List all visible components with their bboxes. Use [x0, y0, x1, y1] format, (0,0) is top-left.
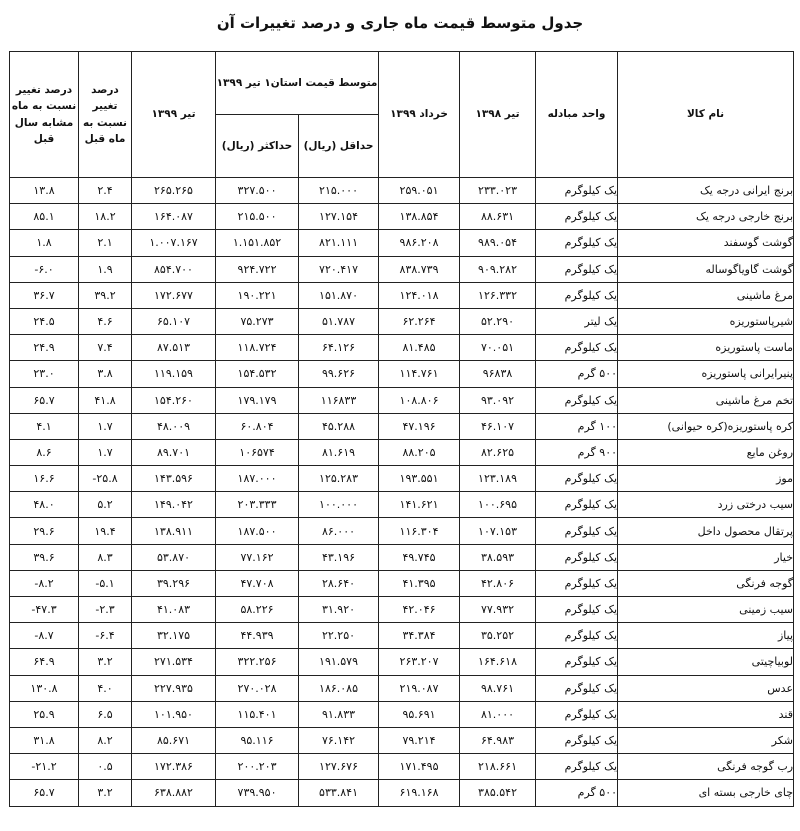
table-row — [10, 597, 794, 623]
cell-item-name: شکر — [618, 727, 794, 753]
cell-item-name: لوبیاچیتی — [618, 649, 794, 675]
cell-khordad99: ۱۴۱.۶۲۱ — [379, 492, 460, 518]
cell-pct-month: ۲۵.۸- — [79, 466, 132, 492]
cell-pct-year: ۴۷.۳- — [10, 597, 79, 623]
cell-tir98: ۹۳.۰۹۲ — [460, 387, 536, 413]
cell-tir99: ۸۷.۵۱۳ — [132, 335, 216, 361]
cell-tir98: ۳۸.۵۹۳ — [460, 544, 536, 570]
cell-unit: یک کیلوگرم — [536, 387, 618, 413]
cell-min: ۹۹.۶۲۶ — [299, 361, 379, 387]
cell-tir98: ۸۱.۰۰۰ — [460, 701, 536, 727]
cell-tir99: ۱۷۲.۶۷۷ — [132, 282, 216, 308]
cell-item-name: شیرپاستوریزه — [618, 308, 794, 334]
table-row — [10, 570, 794, 596]
cell-max: ۲۰۳.۳۳۳ — [216, 492, 299, 518]
cell-pct-year: ۲۳.۰ — [10, 361, 79, 387]
cell-unit: یک کیلوگرم — [536, 675, 618, 701]
cell-tir98: ۷۷.۹۳۲ — [460, 597, 536, 623]
cell-min: ۵۳۳.۸۴۱ — [299, 780, 379, 806]
cell-tir99: ۳۹.۲۹۶ — [132, 570, 216, 596]
table-row — [10, 649, 794, 675]
cell-max: ۲۷۰.۰۲۸ — [216, 675, 299, 701]
cell-tir98: ۹۸.۷۶۱ — [460, 675, 536, 701]
table-row — [10, 387, 794, 413]
cell-item-name: برنج ایرانی درجه یک — [618, 178, 794, 204]
cell-min: ۷۶.۱۴۲ — [299, 727, 379, 753]
cell-khordad99: ۱۷۱.۴۹۵ — [379, 754, 460, 780]
cell-khordad99: ۱۰۸.۸۰۶ — [379, 387, 460, 413]
cell-pct-year: ۸.۷- — [10, 623, 79, 649]
cell-item-name: گوشت گوسفند — [618, 230, 794, 256]
price-table — [9, 51, 794, 807]
cell-tir99: ۱۷۲.۳۸۶ — [132, 754, 216, 780]
cell-min: ۶۴.۱۲۶ — [299, 335, 379, 361]
cell-khordad99: ۸۳۸.۷۳۹ — [379, 256, 460, 282]
cell-unit: یک کیلوگرم — [536, 466, 618, 492]
cell-max: ۴۷.۷۰۸ — [216, 570, 299, 596]
cell-khordad99: ۲۱۹.۰۸۷ — [379, 675, 460, 701]
header-pct-month: درصد تغییر نسبت به ماه قبل — [79, 52, 132, 178]
cell-unit: یک کیلوگرم — [536, 256, 618, 282]
table-row — [10, 754, 794, 780]
cell-min: ۸۱.۶۱۹ — [299, 439, 379, 465]
cell-item-name: موز — [618, 466, 794, 492]
cell-min: ۱۱۶۸۳۳ — [299, 387, 379, 413]
cell-item-name: روغن مایع — [618, 439, 794, 465]
cell-tir98: ۵۲.۲۹۰ — [460, 308, 536, 334]
cell-item-name: قند — [618, 701, 794, 727]
cell-pct-year: ۱.۸ — [10, 230, 79, 256]
cell-item-name: پرتقال محصول داخل — [618, 518, 794, 544]
cell-item-name: گوشت گاو‌یاگوساله — [618, 256, 794, 282]
cell-tir99: ۱.۰۰۷.۱۶۷ — [132, 230, 216, 256]
cell-min: ۳۱.۹۲۰ — [299, 597, 379, 623]
cell-min: ۲۸.۶۴۰ — [299, 570, 379, 596]
cell-khordad99: ۴۲.۰۴۶ — [379, 597, 460, 623]
cell-unit: یک کیلوگرم — [536, 230, 618, 256]
cell-tir98: ۳۸۵.۵۴۲ — [460, 780, 536, 806]
cell-item-name: کره پاستوریزه(کره حیوانی) — [618, 413, 794, 439]
cell-item-name: برنج خارجی درجه یک — [618, 204, 794, 230]
cell-pct-year: ۸۵.۱ — [10, 204, 79, 230]
cell-max: ۹۲۴.۷۲۲ — [216, 256, 299, 282]
cell-khordad99: ۳۴.۳۸۴ — [379, 623, 460, 649]
cell-pct-year: ۶۵.۷ — [10, 387, 79, 413]
cell-pct-month: ۳.۲ — [79, 780, 132, 806]
cell-tir99: ۴۱.۰۸۳ — [132, 597, 216, 623]
cell-min: ۹۱.۸۳۳ — [299, 701, 379, 727]
cell-unit: یک کیلوگرم — [536, 623, 618, 649]
cell-khordad99: ۱۲۴.۰۱۸ — [379, 282, 460, 308]
cell-unit: یک کیلوگرم — [536, 335, 618, 361]
cell-khordad99: ۴۱.۳۹۵ — [379, 570, 460, 596]
table-row — [10, 518, 794, 544]
cell-pct-year: ۳۹.۶ — [10, 544, 79, 570]
table-row — [10, 308, 794, 334]
cell-unit: یک کیلوگرم — [536, 178, 618, 204]
cell-tir98: ۴۶.۱۰۷ — [460, 413, 536, 439]
cell-khordad99: ۸۱.۴۸۵ — [379, 335, 460, 361]
cell-pct-month: ۵.۱- — [79, 570, 132, 596]
cell-unit: ۱۰۰ گرم — [536, 413, 618, 439]
cell-max: ۶۰.۸۰۴ — [216, 413, 299, 439]
cell-khordad99: ۱۱۶.۳۰۴ — [379, 518, 460, 544]
cell-item-name: گوجه فرنگی — [618, 570, 794, 596]
cell-khordad99: ۴۹.۷۴۵ — [379, 544, 460, 570]
cell-pct-month: ۱.۷ — [79, 439, 132, 465]
cell-khordad99: ۱۹۳.۵۵۱ — [379, 466, 460, 492]
cell-khordad99: ۲۶۳.۲۰۷ — [379, 649, 460, 675]
table-row — [10, 439, 794, 465]
cell-unit: یک کیلوگرم — [536, 204, 618, 230]
cell-tir98: ۲۳۳.۰۲۳ — [460, 178, 536, 204]
cell-pct-year: ۱۶.۶ — [10, 466, 79, 492]
table-row — [10, 335, 794, 361]
cell-item-name: پنیرایرانی پاستوریزه — [618, 361, 794, 387]
cell-tir99: ۲۷۱.۵۳۴ — [132, 649, 216, 675]
cell-tir99: ۱۳۸.۹۱۱ — [132, 518, 216, 544]
cell-khordad99: ۹۵.۶۹۱ — [379, 701, 460, 727]
cell-item-name: مرغ ماشینی — [618, 282, 794, 308]
cell-tir98: ۱۲۳.۱۸۹ — [460, 466, 536, 492]
cell-pct-year: ۲۹.۶ — [10, 518, 79, 544]
cell-tir98: ۴۲.۸۰۶ — [460, 570, 536, 596]
table-row — [10, 361, 794, 387]
cell-min: ۱۵۱.۸۷۰ — [299, 282, 379, 308]
cell-pct-month: ۱۸.۲ — [79, 204, 132, 230]
cell-tir98: ۹۰۹.۲۸۲ — [460, 256, 536, 282]
cell-item-name: رب گوجه فرنگی — [618, 754, 794, 780]
table-body — [10, 178, 794, 807]
cell-max: ۹۵.۱۱۶ — [216, 727, 299, 753]
cell-tir98: ۹۶۸۳۸ — [460, 361, 536, 387]
cell-item-name: سیب زمینی — [618, 597, 794, 623]
table-row — [10, 701, 794, 727]
cell-item-name: خیار — [618, 544, 794, 570]
cell-pct-month: ۱.۷ — [79, 413, 132, 439]
cell-pct-month: ۰.۵ — [79, 754, 132, 780]
cell-pct-year: ۲۴.۹ — [10, 335, 79, 361]
cell-pct-month: ۷.۴ — [79, 335, 132, 361]
cell-pct-month: ۲.۳- — [79, 597, 132, 623]
cell-unit: یک کیلوگرم — [536, 492, 618, 518]
cell-min: ۴۳.۱۹۶ — [299, 544, 379, 570]
cell-pct-year: ۲۱.۲- — [10, 754, 79, 780]
cell-max: ۱۰۶۵۷۴ — [216, 439, 299, 465]
table-row — [10, 466, 794, 492]
cell-tir98: ۱۶۴.۶۱۸ — [460, 649, 536, 675]
table-row — [10, 544, 794, 570]
cell-tir99: ۱۱۹.۱۵۹ — [132, 361, 216, 387]
table-row — [10, 780, 794, 806]
cell-tir99: ۱۵۴.۲۶۰ — [132, 387, 216, 413]
cell-min: ۱۸۶.۰۸۵ — [299, 675, 379, 701]
table-row — [10, 178, 794, 204]
cell-min: ۱۲۷.۱۵۴ — [299, 204, 379, 230]
cell-max: ۱۷۹.۱۷۹ — [216, 387, 299, 413]
cell-pct-month: ۸.۲ — [79, 727, 132, 753]
cell-pct-year: ۱۳۰.۸ — [10, 675, 79, 701]
table-row — [10, 675, 794, 701]
header-unit: واحد مبادله — [536, 52, 618, 178]
cell-tir99: ۲۶۵.۲۶۵ — [132, 178, 216, 204]
header-pct-year: درصد تغییر نسبت به ماه مشابه سال قبل — [10, 52, 79, 178]
cell-max: ۱۵۴.۵۳۲ — [216, 361, 299, 387]
cell-tir99: ۱۴۳.۵۹۶ — [132, 466, 216, 492]
cell-tir98: ۱۲۶.۳۳۲ — [460, 282, 536, 308]
table-row — [10, 204, 794, 230]
cell-khordad99: ۶۲.۲۶۴ — [379, 308, 460, 334]
cell-pct-month: ۶.۴- — [79, 623, 132, 649]
table-row — [10, 623, 794, 649]
table-row — [10, 727, 794, 753]
cell-tir99: ۸۹.۷۰۱ — [132, 439, 216, 465]
cell-tir99: ۱۴۹.۰۴۲ — [132, 492, 216, 518]
cell-min: ۸۲۱.۱۱۱ — [299, 230, 379, 256]
cell-unit: ۵۰۰ گرم — [536, 361, 618, 387]
cell-pct-year: ۸.۲- — [10, 570, 79, 596]
cell-max: ۴۴.۹۳۹ — [216, 623, 299, 649]
cell-tir98: ۶۴.۹۸۳ — [460, 727, 536, 753]
cell-max: ۷۷.۱۶۲ — [216, 544, 299, 570]
cell-khordad99: ۱۱۴.۷۶۱ — [379, 361, 460, 387]
cell-tir99: ۴۸.۰۰۹ — [132, 413, 216, 439]
cell-min: ۲۲.۲۵۰ — [299, 623, 379, 649]
cell-pct-month: ۴.۰ — [79, 675, 132, 701]
cell-max: ۳۲۲.۲۵۶ — [216, 649, 299, 675]
cell-khordad99: ۱۳۸.۸۵۴ — [379, 204, 460, 230]
cell-tir98: ۲۱۸.۶۶۱ — [460, 754, 536, 780]
header-tir99: تیر ۱۳۹۹ — [132, 52, 216, 178]
cell-tir98: ۸۸.۶۳۱ — [460, 204, 536, 230]
cell-min: ۱۲۷.۶۷۶ — [299, 754, 379, 780]
cell-pct-year: ۴۸.۰ — [10, 492, 79, 518]
cell-max: ۱۸۷.۰۰۰ — [216, 466, 299, 492]
header-tir98: تیر ۱۳۹۸ — [460, 52, 536, 178]
cell-pct-year: ۶۵.۷ — [10, 780, 79, 806]
cell-pct-month: ۱۹.۴ — [79, 518, 132, 544]
cell-min: ۲۱۵.۰۰۰ — [299, 178, 379, 204]
cell-unit: یک کیلوگرم — [536, 597, 618, 623]
cell-pct-month: ۱.۹ — [79, 256, 132, 282]
cell-khordad99: ۶۱۹.۱۶۸ — [379, 780, 460, 806]
table-row — [10, 256, 794, 282]
header-item: نام کالا — [618, 52, 794, 178]
cell-pct-year: ۲۴.۵ — [10, 308, 79, 334]
cell-pct-month: ۳.۸ — [79, 361, 132, 387]
cell-khordad99: ۴۷.۱۹۶ — [379, 413, 460, 439]
cell-tir99: ۳۲.۱۷۵ — [132, 623, 216, 649]
table-row — [10, 230, 794, 256]
cell-item-name: ماست پاستوریزه — [618, 335, 794, 361]
cell-max: ۵۸.۲۲۶ — [216, 597, 299, 623]
cell-pct-month: ۳.۲ — [79, 649, 132, 675]
cell-pct-year: ۶۴.۹ — [10, 649, 79, 675]
cell-min: ۱۲۵.۲۸۳ — [299, 466, 379, 492]
cell-pct-month: ۵.۲ — [79, 492, 132, 518]
cell-khordad99: ۷۹.۲۱۴ — [379, 727, 460, 753]
cell-tir99: ۸۵۴.۷۰۰ — [132, 256, 216, 282]
cell-tir98: ۸۲.۶۲۵ — [460, 439, 536, 465]
cell-pct-year: ۴.۱ — [10, 413, 79, 439]
cell-unit: یک کیلوگرم — [536, 701, 618, 727]
cell-unit: یک کیلوگرم — [536, 754, 618, 780]
cell-pct-month: ۴۱.۸ — [79, 387, 132, 413]
cell-pct-month: ۶.۵ — [79, 701, 132, 727]
cell-item-name: پیاز — [618, 623, 794, 649]
cell-unit: یک لیتر — [536, 308, 618, 334]
cell-pct-year: ۲۵.۹ — [10, 701, 79, 727]
cell-min: ۱۹۱.۵۷۹ — [299, 649, 379, 675]
cell-unit: یک کیلوگرم — [536, 282, 618, 308]
cell-tir98: ۱۰۰.۶۹۵ — [460, 492, 536, 518]
cell-khordad99: ۹۸۶.۲۰۸ — [379, 230, 460, 256]
cell-unit: یک کیلوگرم — [536, 544, 618, 570]
cell-unit: یک کیلوگرم — [536, 518, 618, 544]
cell-max: ۳۲۷.۵۰۰ — [216, 178, 299, 204]
cell-tir98: ۳۵.۲۵۲ — [460, 623, 536, 649]
cell-pct-year: ۳۱.۸ — [10, 727, 79, 753]
table-title: جدول متوسط قیمت ماه جاری و درصد تغییرات آن — [216, 14, 584, 32]
cell-max: ۱۱۵.۴۰۱ — [216, 701, 299, 727]
cell-pct-month: ۲.۱ — [79, 230, 132, 256]
cell-tir99: ۵۳.۸۷۰ — [132, 544, 216, 570]
cell-min: ۱۰۰.۰۰۰ — [299, 492, 379, 518]
cell-min: ۵۱.۷۸۷ — [299, 308, 379, 334]
cell-tir99: ۲۲۷.۹۳۵ — [132, 675, 216, 701]
cell-min: ۷۲۰.۴۱۷ — [299, 256, 379, 282]
cell-max: ۱۹۰.۲۲۱ — [216, 282, 299, 308]
cell-tir98: ۱۰۷.۱۵۳ — [460, 518, 536, 544]
cell-pct-year: ۳۶.۷ — [10, 282, 79, 308]
cell-pct-month: ۴.۶ — [79, 308, 132, 334]
cell-max: ۱۸۷.۵۰۰ — [216, 518, 299, 544]
cell-tir99: ۶۵.۱۰۷ — [132, 308, 216, 334]
cell-khordad99: ۸۸.۲۰۵ — [379, 439, 460, 465]
cell-max: ۲۰۰.۲۰۳ — [216, 754, 299, 780]
cell-tir98: ۷۰.۰۵۱ — [460, 335, 536, 361]
cell-min: ۴۵.۲۸۸ — [299, 413, 379, 439]
cell-khordad99: ۲۵۹.۰۵۱ — [379, 178, 460, 204]
cell-item-name: چای خارجی بسته ای — [618, 780, 794, 806]
cell-pct-month: ۸.۳ — [79, 544, 132, 570]
cell-unit: ۵۰۰ گرم — [536, 780, 618, 806]
table-row — [10, 492, 794, 518]
cell-pct-month: ۲.۴ — [79, 178, 132, 204]
cell-max: ۱۱۸.۷۲۴ — [216, 335, 299, 361]
header-min: حداقل (ریال) — [299, 115, 379, 178]
header-max: حداکثر (ریال) — [216, 115, 299, 178]
cell-pct-month: ۳۹.۲ — [79, 282, 132, 308]
cell-unit: یک کیلوگرم — [536, 649, 618, 675]
cell-unit: ۹۰۰ گرم — [536, 439, 618, 465]
header-khordad99: خرداد ۱۳۹۹ — [379, 52, 460, 178]
cell-unit: یک کیلوگرم — [536, 727, 618, 753]
cell-max: ۲۱۵.۵۰۰ — [216, 204, 299, 230]
cell-pct-year: ۱۳.۸ — [10, 178, 79, 204]
cell-tir99: ۱۰۱.۹۵۰ — [132, 701, 216, 727]
cell-min: ۸۶.۰۰۰ — [299, 518, 379, 544]
cell-tir99: ۸۵.۶۷۱ — [132, 727, 216, 753]
cell-pct-year: ۸.۶ — [10, 439, 79, 465]
cell-max: ۷۳۹.۹۵۰ — [216, 780, 299, 806]
table-row — [10, 282, 794, 308]
cell-tir99: ۱۶۴.۰۸۷ — [132, 204, 216, 230]
cell-pct-year: ۶.۰- — [10, 256, 79, 282]
table-row — [10, 413, 794, 439]
cell-tir98: ۹۸۹.۰۵۴ — [460, 230, 536, 256]
cell-max: ۱.۱۵۱.۸۵۲ — [216, 230, 299, 256]
cell-unit: یک کیلوگرم — [536, 570, 618, 596]
cell-tir99: ۶۳۸.۸۸۲ — [132, 780, 216, 806]
header-province-group: متوسط قیمت استان۱ تیر ۱۳۹۹ — [216, 52, 379, 115]
cell-item-name: عدس — [618, 675, 794, 701]
cell-max: ۷۵.۲۷۳ — [216, 308, 299, 334]
cell-item-name: سیب درختی زرد — [618, 492, 794, 518]
cell-item-name: تخم مرغ ماشینی — [618, 387, 794, 413]
